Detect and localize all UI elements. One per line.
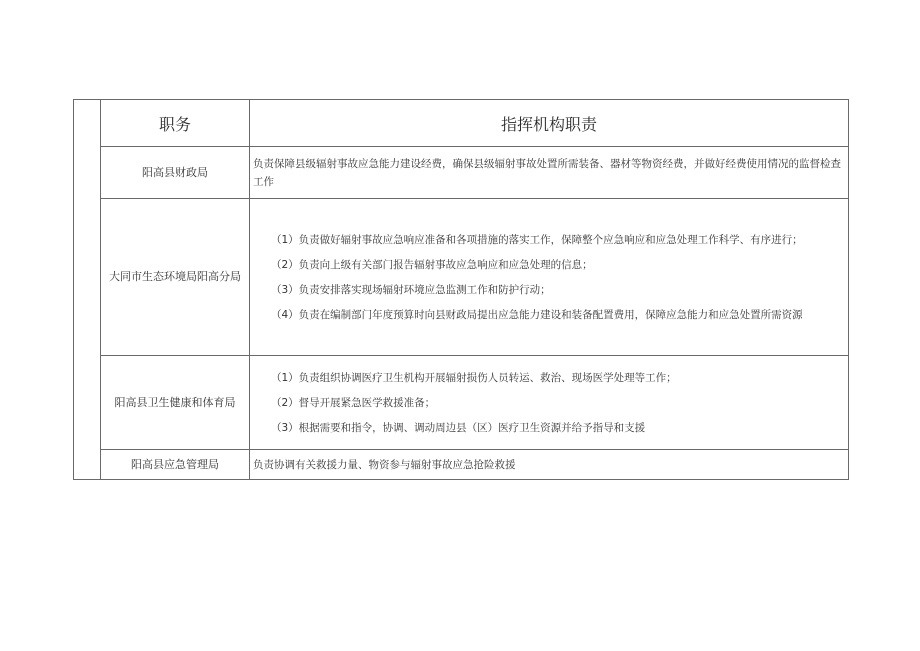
number-header-cell <box>74 100 101 147</box>
duty-item: （1）负责做好辐射事故应急响应准备和各项措施的落实工作，保障整个应急响应和应急处理工作科学、有序进行； <box>271 233 803 246</box>
duty-table <box>73 99 849 480</box>
duty-cell <box>250 450 849 480</box>
org-name: 阳高县财政局 <box>101 147 250 199</box>
duty-cell <box>250 356 849 450</box>
duty-item: （2）督导开展紧急医学救援准备； <box>271 396 436 409</box>
table-header-row <box>74 100 849 147</box>
table-row <box>74 450 849 480</box>
header-duties: 指挥机构职责 <box>250 100 849 147</box>
table-row <box>74 199 849 356</box>
duty-item: （3）负责安排落实现场辐射环境应急监测工作和防护行动； <box>271 283 551 296</box>
org-name: 大同市生态环境局阳高分局 <box>101 199 250 356</box>
duty-cell <box>250 199 849 356</box>
duty-text: 负责保障县级辐射事故应急能力建设经费，确保县级辐射事故处置所需装备、器材等物资经费，并做好经费使用情况的监督检查工作 <box>253 157 841 188</box>
duty-item: （4）负责在编制部门年度预算时向县财政局提出应急能力建设和装备配置费用，保障应急能力和应急处置所需资源 <box>271 308 803 321</box>
org-name: 阳高县卫生健康和体育局 <box>101 356 250 450</box>
duty-text: 负责协调有关救援力量、物资参与辐射事故应急抢险救援 <box>253 458 516 471</box>
header-position: 职务 <box>101 100 250 147</box>
duty-item: （3）根据需要和指令，协调、调动周边县（区）医疗卫生资源并给予指导和支援 <box>271 421 646 434</box>
duty-item: （1）负责组织协调医疗卫生机构开展辐射损伤人员转运、救治、现场医学处理等工作； <box>271 371 677 384</box>
org-name: 阳高县应急管理局 <box>101 450 250 480</box>
table-row <box>74 356 849 450</box>
duty-item: （2）负责向上级有关部门报告辐射事故应急响应和应急处理的信息； <box>271 258 593 271</box>
table-row <box>74 147 849 199</box>
duty-cell <box>250 147 849 199</box>
number-column-cell <box>74 147 101 480</box>
